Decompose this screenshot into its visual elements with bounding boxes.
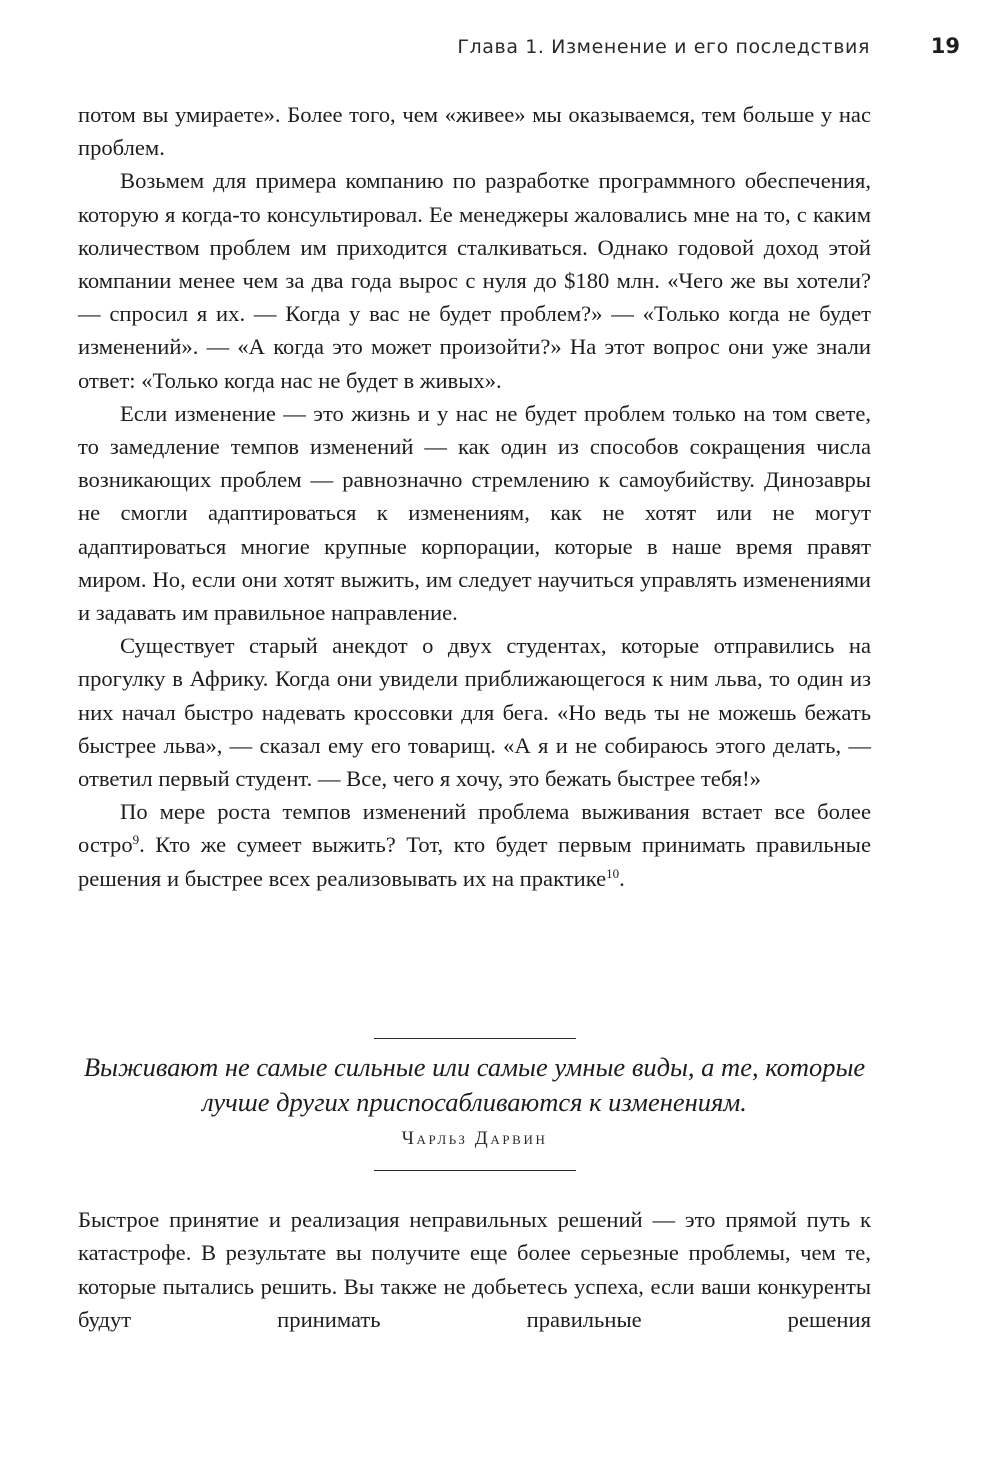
page-number: 19: [930, 34, 960, 58]
running-head: [0, 34, 1000, 64]
paragraph-5-part-3: .: [619, 865, 625, 891]
paragraph-5-part-1: По мере роста темпов изменений проблема выживания встает все более остро: [78, 799, 871, 858]
footnote-ref-9: 9: [132, 832, 140, 848]
paragraph-5: [78, 795, 871, 895]
chapter-title: Глава 1. Изменение и его последствия: [457, 36, 870, 58]
body-text: [78, 98, 871, 895]
epigraph-quote: Выживают не самые сильные или самые умные виды, а те, которые лучше других приспосабливаются к изменениям.: [83, 1052, 866, 1117]
paragraph-5-part-2: . Кто же сумеет выжить? Тот, кто будет первым принимать правильные решения и быстрее всех реализовывать их на практике: [78, 832, 871, 891]
epigraph-author: Чарльз Дарвин: [401, 1128, 548, 1149]
epigraph: [78, 1050, 871, 1150]
epigraph-rule-top: [374, 1038, 576, 1039]
paragraph-6: Быстрое принятие и реализация неправильных решений — это прямой путь к катастрофе. В результате вы получите еще более серьезные проблемы, чем те, которые пытались решить. Вы также не добьетесь успеха, если ваши конкуренты будут принимать правильные решения: [78, 1207, 871, 1333]
paragraph-3: Если изменение — это жизнь и у нас не будет проблем только на том свете, то замедление темпов изменений — как один из способов сокращения числа возникающих проблем — равнозначно стремлению к самоубийству. Динозавры не смогли адаптироваться к изменениям, как не хотят или не могут адаптироваться многие крупные корпорации, которые в наше время правят миром. Но, если они хотят выжить, им следует научиться управлять изменениями и задавать им правильное направление.: [78, 400, 871, 626]
body-text-after-epigraph: [78, 1203, 871, 1337]
paragraph-2: Возьмем для примера компанию по разработке программного обеспечения, которую я когда-то консультировал. Ее менеджеры жаловались мне на то, с каким количеством проблем им приходится сталкиваться. Однако годовой доход этой компании менее чем за два года вырос с нуля до $180 млн. «Чего же вы хотели? — спросил я их. — Когда у вас не будет проблем?» — «Только когда не будет изменений». — «А когда это может произойти?» На этот вопрос они уже знали ответ: «Только когда нас не будет в живых».: [78, 168, 871, 393]
epigraph-rule-bottom: [374, 1170, 576, 1171]
footnote-ref-10: 10: [606, 865, 620, 881]
paragraph-1: потом вы умираете». Более того, чем «живее» мы оказываемся, тем больше у нас проблем.: [78, 102, 871, 161]
paragraph-4: Существует старый анекдот о двух студентах, которые отправились на прогулку в Африку. Когда они увидели приближающегося к ним льва, то один из них начал быстро надевать кроссовки для бега. «Но ведь ты не можешь бежать быстрее льва», — сказал ему его товарищ. «А я и не собираюсь этого делать, — ответил первый студент. — Все, чего я хочу, это бежать быстрее тебя!»: [78, 633, 871, 792]
